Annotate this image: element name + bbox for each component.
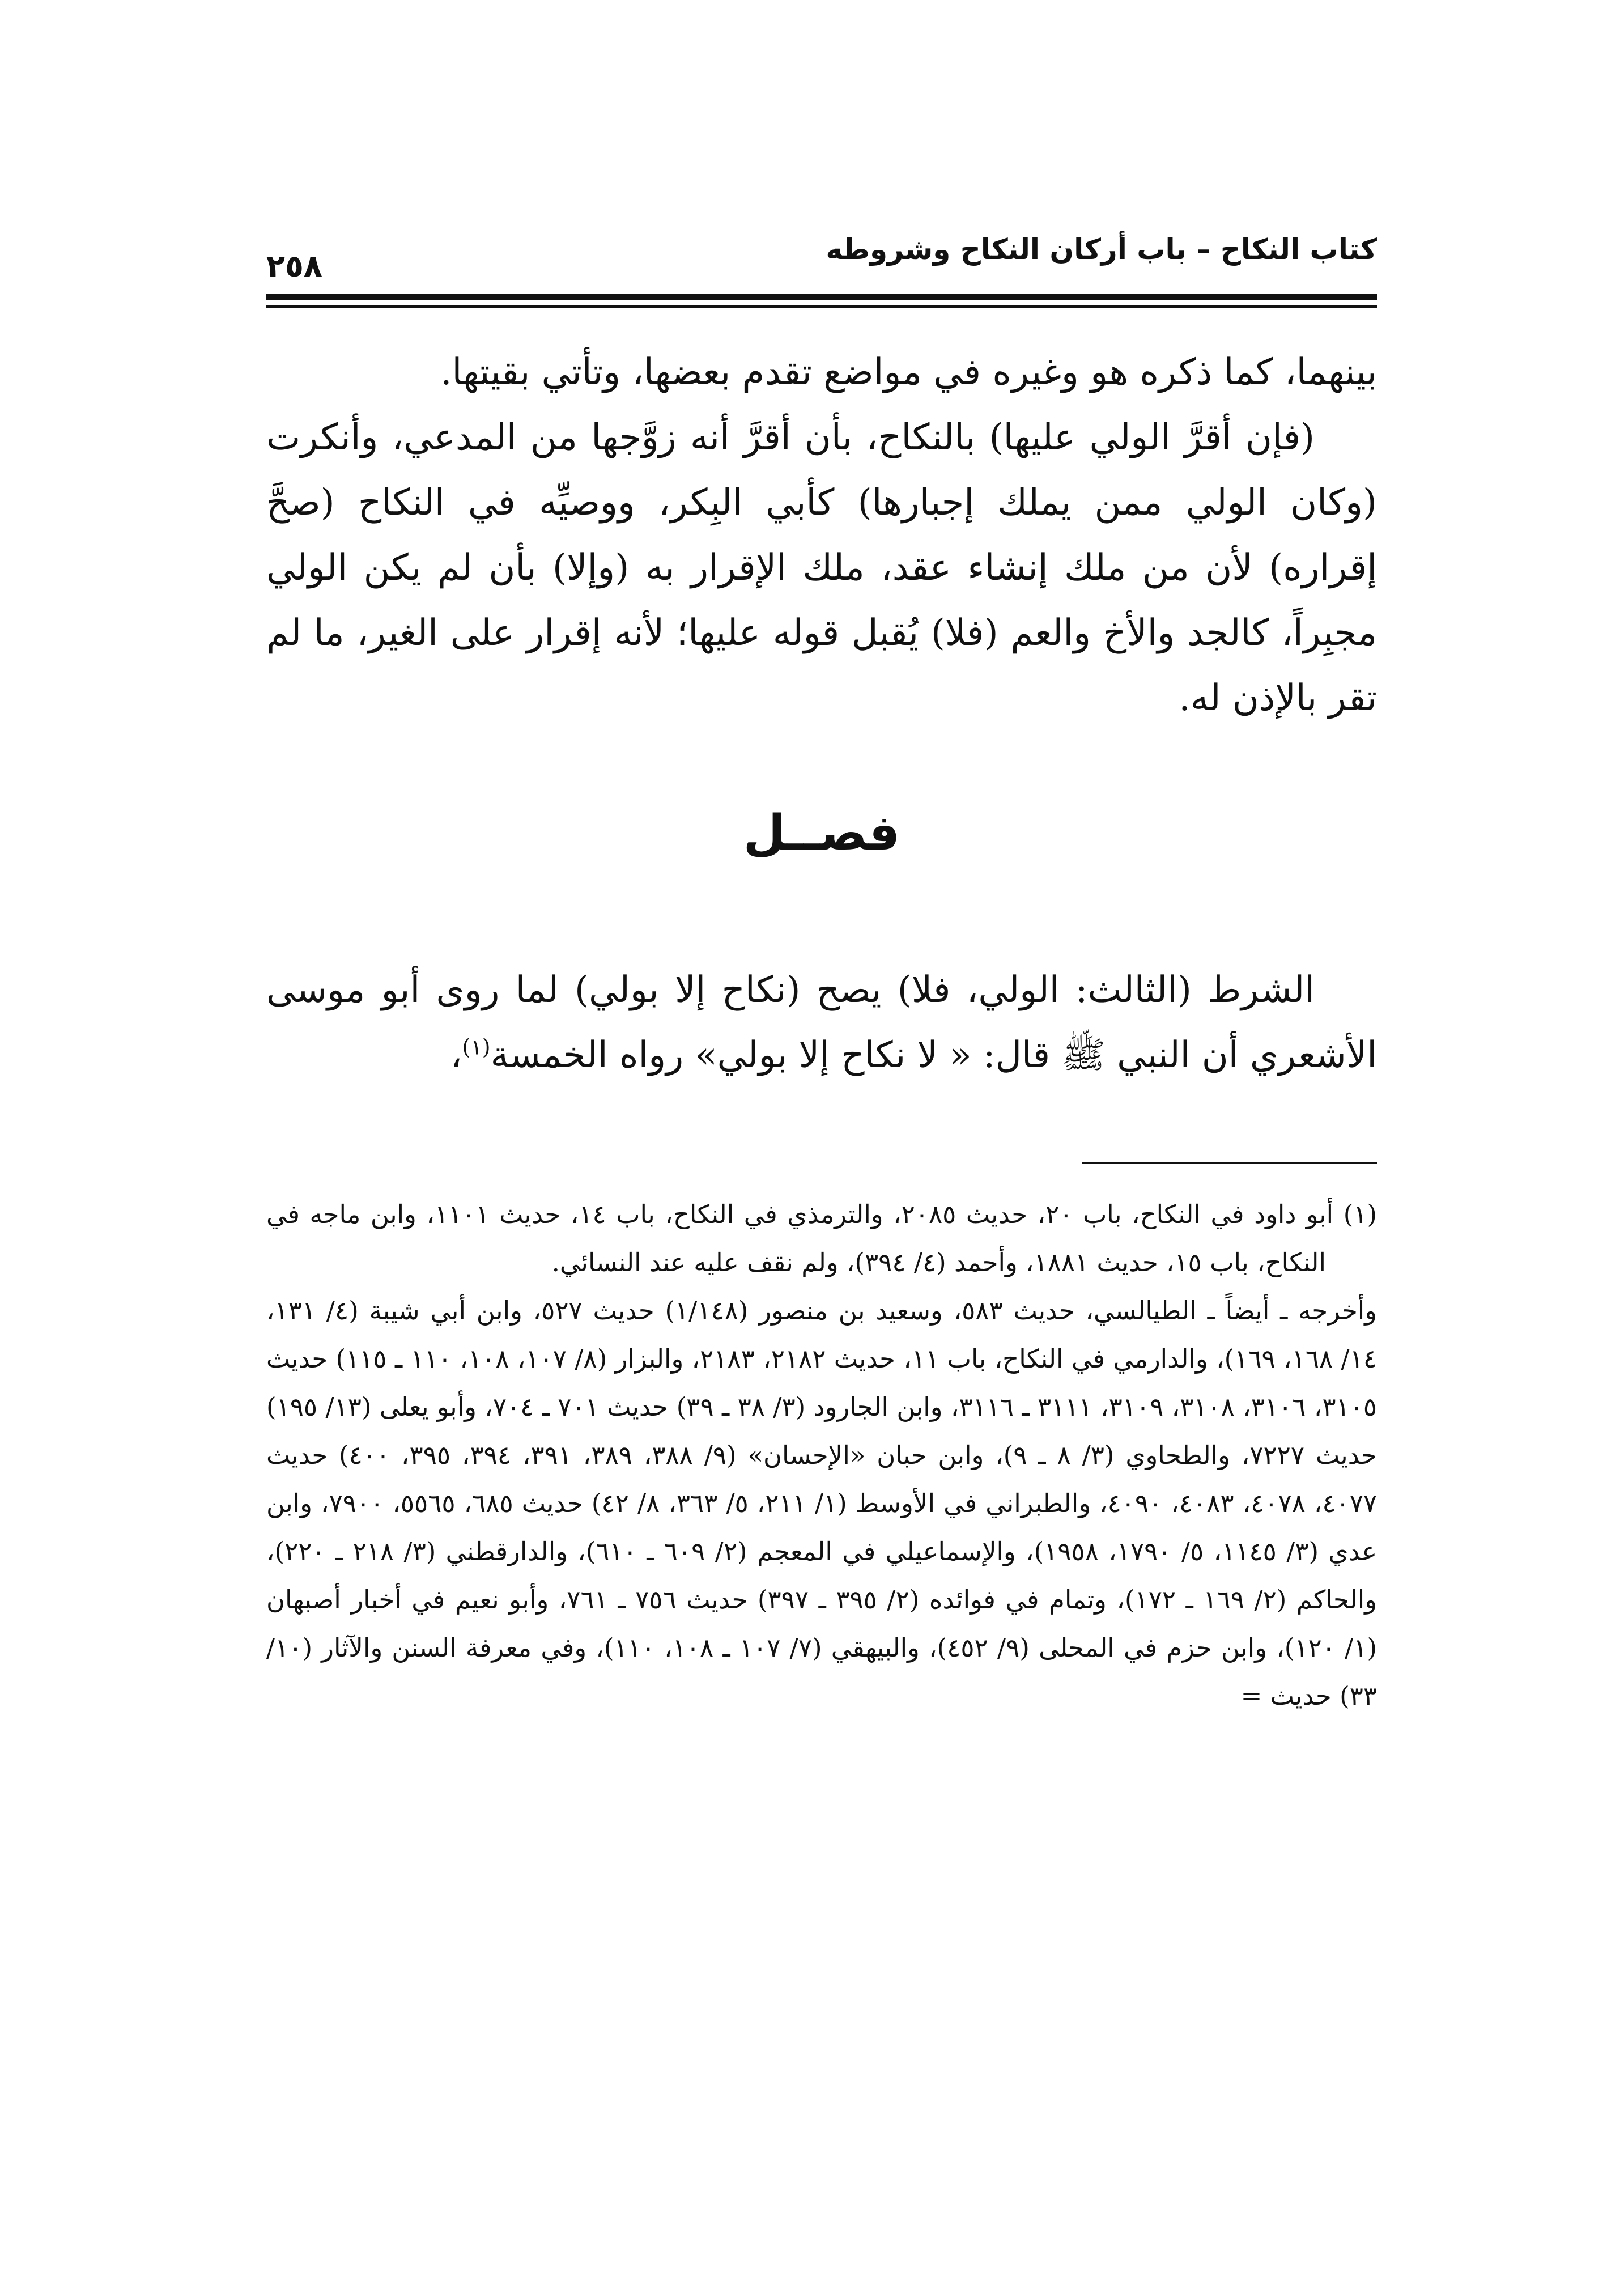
footnote-reference: (١): [462, 1034, 491, 1060]
page-header: [266, 227, 1377, 295]
paragraph-continuation: بينهما، كما ذكره هو وغيره في مواضع تقدم بعضها، وتأتي بقيتها.: [440, 351, 1377, 393]
header-rule-thick: [266, 294, 1377, 300]
main-text: [266, 340, 1377, 731]
footnote-1: (١) أبو داود في النكاح، باب ٢٠، حديث ٢٠٨٥، والترمذي في النكاح، باب ١٤، حديث ١١٠١، وابن ماجه في النكاح، باب ١٥، حديث ١٨٨١، وأحمد (٤/ ٣٩٤)، ولم نقف عليه عند النسائي.: [266, 1199, 1377, 1277]
footnotes: [266, 1190, 1377, 1720]
running-title: كتاب النكاح – باب أركان النكاح وشروطه: [826, 233, 1377, 266]
book-page: [266, 227, 1377, 2154]
page-number: ٢٥٨: [266, 248, 322, 284]
section-text: [266, 958, 1377, 1088]
third-condition-end: ،: [450, 1034, 462, 1076]
section-heading: فصــل: [743, 805, 900, 861]
header-rule-thin: [266, 305, 1377, 308]
footnote-separator: [1082, 1162, 1377, 1164]
footnote-1-continued: وأخرجه ـ أيضاً ـ الطيالسي، حديث ٥٨٣، وسعيد بن منصور (١/١٤٨) حديث ٥٢٧، وابن أبي شيبة (٤/ ١٣١، ١٤/ ١٦٨، ١٦٩)، والدارمي في النكاح، باب ١١، حديث ٢١٨٢، ٢١٨٣، والبزار (٨/ ١٠٧، ١٠٨، ١١٠ ـ ١١٥) حديث ٣١٠٥، ٣١٠٦، ٣١٠٨، ٣١٠٩، ٣١١١ ـ ٣١١٦، وابن الجارود (٣/ ٣٨ ـ ٣٩) حديث ٧٠١ ـ ٧٠٤، وأبو يعلى (١٣/ ١٩٥) حديث ٧٢٢٧، والطحاوي (٣/ ٨ ـ ٩)، وابن حبان «الإحسان» (٩/ ٣٨٨، ٣٨٩، ٣٩١، ٣٩٤، ٣٩٥، ٤٠٠) حديث ٤٠٧٧، ٤٠٧٨، ٤٠٨٣، ٤٠٩٠، والطبراني في الأوسط (١/ ٢١١، ٥/ ٣٦٣، ٨/ ٤٢) حديث ٦٨٥، ٥٥٦٥، ٧٩٠٠، وابن عدي (٣/ ١١٤٥، ٥/ ١٧٩٠، ١٩٥٨)، والإسماعيلي في المعجم (٢/ ٦٠٩ ـ ٦١٠)، والدارقطني (٣/ ٢١٨ ـ ٢٢٠)، والحاكم (٢/ ١٦٩ ـ ١٧٢)، وتمام في فوائده (٢/ ٣٩٥ ـ ٣٩٧) حديث ٧٥٦ ـ ٧٦١، وأبو نعيم في أخبار أصبهان (١/ ١٢٠)، وابن حزم في المحلى (٩/ ٤٥٢)، والبيهقي (٧/ ١٠٧ ـ ١٠٨، ١١٠)، وفي معرفة السنن والآثار (١٠/ ٣٣) حديث =: [266, 1296, 1378, 1711]
paragraph-confession: (فإن أقرَّ الولي عليها) بالنكاح، بأن أقرَّ أنه زوَّجها من المدعي، وأنكرت (وكان الولي ممن يملك إجبارها) كأبي البِكر، ووصيِّه في النكاح (صحَّ إقراره) لأن من ملك إنشاء عقد، ملك الإقرار به (وإلا) بأن لم يكن الولي مجبِراً، كالجد والأخ والعم (فلا) يُقبل قوله عليها؛ لأنه إقرار على الغير، ما لم تقر بالإذن له.: [266, 417, 1378, 719]
paragraph-third-condition: [266, 958, 1377, 1088]
third-condition-text: الشرط (الثالث: الولي، فلا) يصح (نكاح إلا بولي) لما روى أبو موسى الأشعري أن النبي ﷺ قال: « لا نكاح إلا بولي» رواه الخمسة: [266, 969, 1377, 1076]
